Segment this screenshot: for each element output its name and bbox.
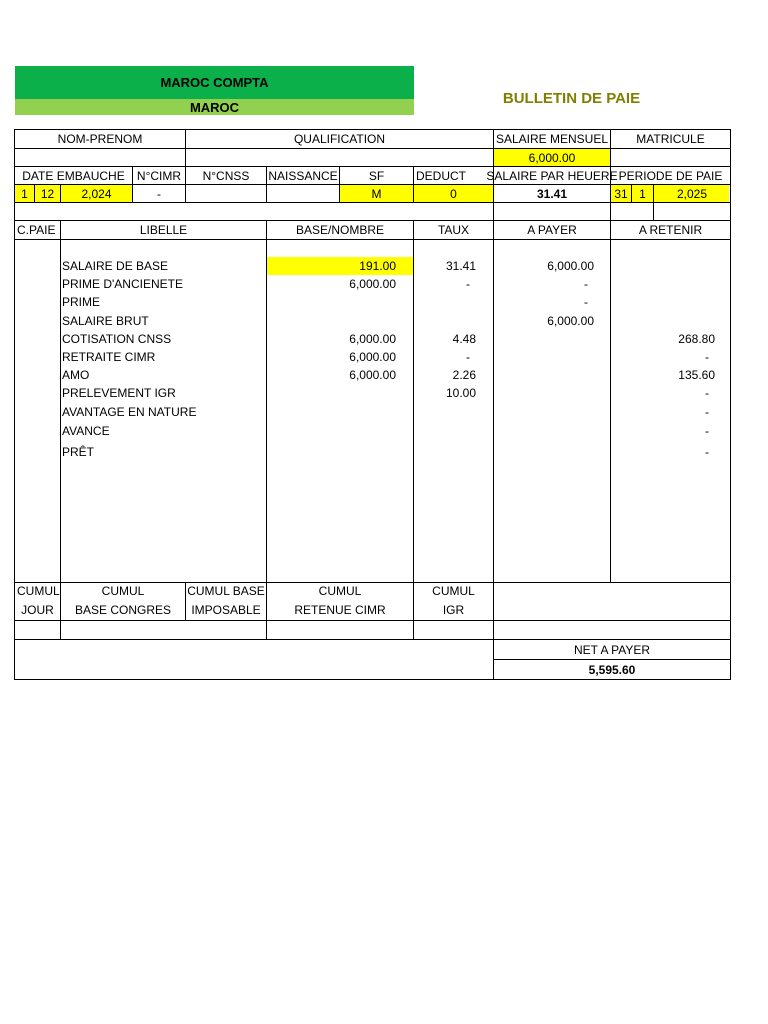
row-libelle: PRELEVEMENT IGR bbox=[62, 386, 176, 400]
row-taux bbox=[414, 312, 476, 330]
row-base bbox=[267, 422, 396, 440]
row-a-retenir: - bbox=[705, 445, 709, 459]
row-a-retenir bbox=[611, 257, 715, 275]
row-taux bbox=[414, 293, 476, 311]
row-taux: 4.48 bbox=[452, 332, 476, 346]
row-libelle: AVANCE bbox=[62, 424, 110, 438]
row-a-payer: 6,000.00 bbox=[547, 314, 594, 328]
document-title: BULLETIN DE PAIE bbox=[502, 89, 641, 107]
label-salaire-mensuel: SALAIRE MENSUEL bbox=[495, 132, 609, 146]
value-embauche-jour[interactable]: 1 bbox=[21, 186, 28, 201]
net-a-payer-label: NET A PAYER bbox=[573, 642, 651, 657]
row-libelle: AVANTAGE EN NATURE bbox=[62, 405, 197, 419]
cumul-retenue-cimr-line2: RETENUE CIMR bbox=[294, 603, 386, 617]
value-periode-mois[interactable]: 1 bbox=[639, 186, 646, 201]
row-base bbox=[267, 384, 396, 402]
row-a-retenir: - bbox=[705, 424, 709, 438]
header-taux: TAUX bbox=[437, 223, 470, 237]
row-a-payer bbox=[494, 403, 594, 421]
row-libelle: SALAIRE DE BASE bbox=[62, 259, 169, 273]
row-a-payer: - bbox=[584, 277, 588, 291]
value-periode-jour[interactable]: 31 bbox=[614, 186, 628, 201]
row-a-retenir bbox=[611, 312, 715, 330]
row-a-payer bbox=[494, 443, 594, 461]
label-ncnss: N°CNSS bbox=[202, 168, 250, 183]
value-periode-annee[interactable]: 2,025 bbox=[676, 186, 708, 201]
company-name-banner: MAROC COMPTA bbox=[15, 66, 414, 99]
row-a-retenir: - bbox=[705, 405, 709, 419]
row-a-payer bbox=[494, 330, 594, 348]
header-a-retenir: A RETENIR bbox=[638, 223, 703, 237]
value-sf[interactable]: M bbox=[371, 186, 382, 201]
row-taux: 2.26 bbox=[452, 368, 476, 382]
label-qualification: QUALIFICATION bbox=[293, 132, 386, 146]
row-base bbox=[267, 403, 396, 421]
row-a-payer bbox=[494, 422, 594, 440]
row-a-payer bbox=[494, 348, 588, 366]
header-base-nombre: BASE/NOMBRE bbox=[295, 223, 385, 237]
cumul-base-imposable-line2: IMPOSABLE bbox=[191, 603, 261, 617]
label-date-embauche: DATE EMBAUCHE bbox=[22, 168, 125, 183]
row-a-retenir: - bbox=[705, 350, 709, 364]
label-naissance: NAISSANCE bbox=[268, 168, 338, 183]
row-base: 6,000.00 bbox=[349, 368, 396, 382]
label-salaire-heure: SALAIRE PAR HEUERE bbox=[486, 168, 618, 183]
row-a-retenir bbox=[611, 275, 715, 293]
row-a-retenir: - bbox=[705, 386, 709, 400]
cumul-jour-line1: CUMUL bbox=[17, 584, 60, 598]
header-libelle: LIBELLE bbox=[139, 223, 188, 237]
row-libelle: PRIME bbox=[62, 295, 101, 309]
value-matricule[interactable] bbox=[611, 149, 730, 166]
row-libelle: PRÊT bbox=[62, 445, 95, 459]
row-taux bbox=[414, 443, 476, 461]
row-taux: 10.00 bbox=[445, 386, 476, 400]
label-nom-prenom: NOM-PRENOM bbox=[57, 132, 143, 146]
row-base bbox=[267, 293, 396, 311]
value-ncnss[interactable] bbox=[186, 185, 266, 202]
row-taux bbox=[414, 422, 476, 440]
cumul-retenue-cimr-line1: CUMUL bbox=[318, 584, 362, 598]
label-periode-paie: PERIODE DE PAIE bbox=[618, 168, 723, 183]
row-a-payer: 6,000.00 bbox=[547, 259, 594, 273]
value-salaire-mensuel[interactable]: 6,000.00 bbox=[528, 150, 576, 165]
value-ncimr[interactable]: - bbox=[157, 186, 161, 201]
header-a-payer: A PAYER bbox=[527, 223, 577, 237]
cumul-igr-line2: IGR bbox=[442, 603, 465, 617]
cumul-base-conges-line2: BASE CONGRES bbox=[74, 603, 172, 617]
row-a-retenir bbox=[611, 293, 715, 311]
label-deduct: DEDUCT bbox=[416, 168, 466, 183]
row-a-payer: - bbox=[584, 295, 588, 309]
row-a-retenir: 135.60 bbox=[678, 368, 715, 382]
header-cpaie: C.PAIE bbox=[17, 223, 56, 237]
label-matricule: MATRICULE bbox=[636, 132, 705, 146]
row-base: 6,000.00 bbox=[349, 332, 396, 346]
row-libelle: AMO bbox=[62, 368, 90, 382]
row-taux: 31.41 bbox=[445, 259, 476, 273]
cumul-base-imposable-line1: CUMUL BASE bbox=[187, 584, 265, 598]
row-taux: - bbox=[466, 350, 470, 364]
row-taux bbox=[414, 403, 476, 421]
label-ncimr: N°CIMR bbox=[136, 168, 182, 183]
cumul-base-conges-line1: CUMUL bbox=[101, 584, 145, 598]
row-libelle: SALAIRE BRUT bbox=[62, 314, 149, 328]
row-taux: - bbox=[466, 277, 470, 291]
row-libelle: PRIME D'ANCIENETE bbox=[62, 277, 183, 291]
net-a-payer-value: 5,595.60 bbox=[588, 662, 636, 677]
label-sf: SF bbox=[368, 168, 385, 183]
value-naissance[interactable] bbox=[267, 185, 339, 202]
value-embauche-annee[interactable]: 2,024 bbox=[81, 186, 112, 201]
row-a-payer bbox=[494, 384, 594, 402]
row-libelle: COTISATION CNSS bbox=[62, 332, 172, 346]
row-base bbox=[267, 443, 396, 461]
row-base: 6,000.00 bbox=[349, 350, 396, 364]
value-embauche-mois[interactable]: 12 bbox=[40, 186, 55, 201]
cumul-jour-line2: JOUR bbox=[21, 603, 54, 617]
row-a-retenir: 268.80 bbox=[678, 332, 715, 346]
row-a-payer bbox=[494, 366, 594, 384]
value-deduct[interactable]: 0 bbox=[450, 186, 457, 201]
value-nom-prenom[interactable] bbox=[15, 149, 185, 166]
row-base: 6,000.00 bbox=[349, 277, 396, 291]
row-base bbox=[267, 312, 396, 330]
value-qualification[interactable] bbox=[186, 149, 493, 166]
cumul-igr-line1: CUMUL bbox=[432, 584, 475, 598]
country-banner: MAROC bbox=[15, 99, 414, 115]
row-base[interactable]: 191.00 bbox=[359, 259, 396, 273]
value-salaire-heure[interactable]: 31.41 bbox=[536, 186, 568, 201]
row-libelle: RETRAITE CIMR bbox=[62, 350, 156, 364]
